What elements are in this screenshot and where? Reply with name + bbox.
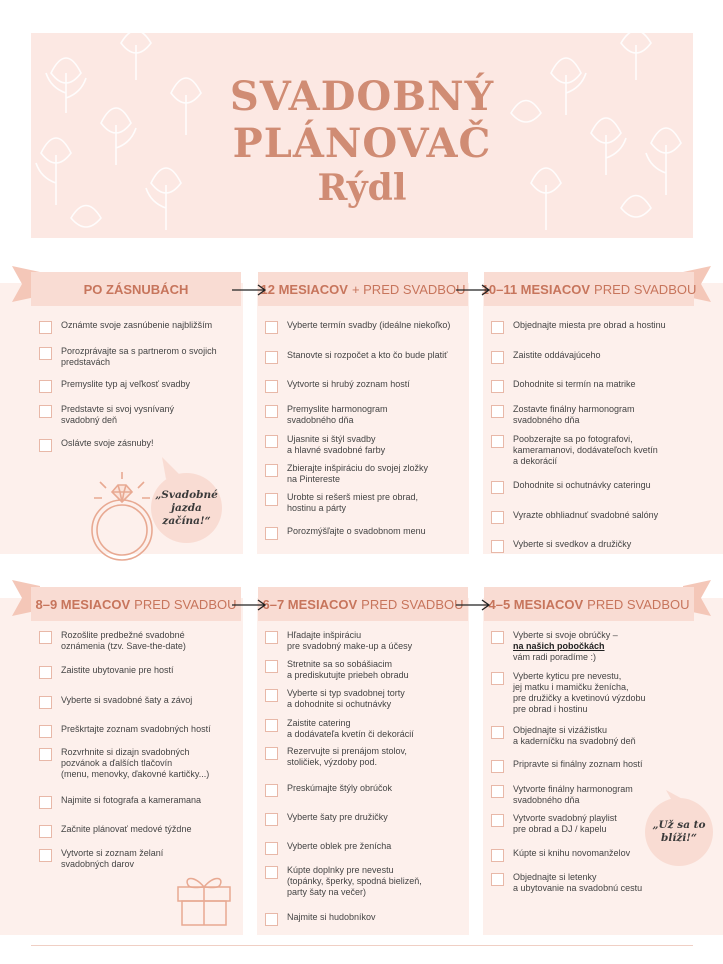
ribbon-column-6 (484, 587, 694, 621)
checkbox[interactable] (265, 631, 278, 644)
checkbox[interactable] (39, 321, 52, 334)
title-line-1: SVADOBNÝ (229, 73, 495, 120)
list-item[interactable]: Rezervujte si prenájom stolov, stoličiek, výzdoby pod. (265, 746, 467, 768)
list-item[interactable]: Vyberte oblek pre ženícha (265, 841, 467, 855)
list-item[interactable]: Ujasnite si štýl svadby a hlavné svadobné farby (265, 434, 467, 456)
list-item[interactable]: Objednajte miesta pre obrad a hostinu (491, 320, 693, 334)
checkbox[interactable] (265, 351, 278, 364)
list-item[interactable]: Kúpte si knihu novomanželov (491, 848, 693, 862)
ribbon-column-4-rest: PRED SVADBOU (134, 596, 237, 612)
list-item[interactable]: Zaistite ubytovanie pre hostí (39, 665, 241, 679)
checkbox[interactable] (265, 813, 278, 826)
list-item[interactable]: Premyslite harmonogram svadobného dňa (265, 404, 467, 426)
checkbox[interactable] (265, 464, 278, 477)
checkbox[interactable] (265, 527, 278, 540)
ribbon-column-2-rest: + PRED SVADBOU (351, 281, 466, 297)
ribbon-column-1-bold: PO ZÁSNUBÁCH (83, 281, 189, 297)
checkbox[interactable] (265, 719, 278, 732)
list-item[interactable]: Vytvorte si zoznam želaní svadobných darov (39, 848, 241, 870)
list-item[interactable]: Dohodnite si ochutnávky cateringu (491, 480, 693, 494)
list-item[interactable]: Preskúmajte štýly obrúčok (265, 783, 467, 797)
checkbox[interactable] (491, 672, 504, 685)
checkbox[interactable] (39, 631, 52, 644)
checkbox[interactable] (265, 913, 278, 926)
ribbon-column-5 (258, 587, 468, 621)
checkbox[interactable] (39, 725, 52, 738)
ribbon-column-2 (258, 272, 468, 306)
list-item[interactable]: Hľadajte inšpiráciu pre svadobný make-up a účesy (265, 630, 467, 652)
checkbox[interactable] (265, 842, 278, 855)
list-item[interactable]: Rozošlite predbežné svadobné oznámenia (tzv. Save-the-date) (39, 630, 241, 652)
checkbox[interactable] (491, 435, 504, 448)
branches-link[interactable]: na našich pobočkách (513, 641, 605, 651)
list-item[interactable]: Zbierajte inšpiráciu do svojej zložky na Pintereste (265, 463, 467, 485)
checkbox[interactable] (39, 666, 52, 679)
bubble-tail (158, 457, 180, 481)
list-item[interactable]: Najmite si hudobníkov (265, 912, 467, 926)
checkbox[interactable] (39, 347, 52, 360)
list-item[interactable]: Poobzerajte sa po fotografovi, kameramanovi, dodávateľoch kvetín a dekorácií (491, 434, 693, 467)
checkbox[interactable] (265, 493, 278, 506)
list-item[interactable]: Kúpte doplnky pre nevestu (topánky, šperky, spodná bielizeň, party šaty na večer) (265, 865, 467, 898)
checkbox[interactable] (265, 405, 278, 418)
ribbon-column-4 (31, 587, 241, 621)
list-item[interactable]: Vytvorte si hrubý zoznam hostí (265, 379, 467, 393)
list-item[interactable]: Stretnite sa so sobášiacim a prediskutujte priebeh obradu (265, 659, 467, 681)
ribbon-column-3 (481, 272, 697, 306)
checkbox[interactable] (39, 380, 52, 393)
checkbox[interactable] (265, 660, 278, 673)
list-item[interactable]: Začnite plánovať medové týždne (39, 824, 241, 838)
list-item[interactable]: Oslávte svoje zásnuby! (39, 438, 241, 452)
list-item[interactable]: Predstavte si svoj vysnívaný svadobný deň (39, 404, 241, 426)
ribbon-column-5-bold: 6–7 MESIACOV (262, 596, 358, 612)
checkbox[interactable] (39, 696, 52, 709)
list-item[interactable]: Zaistite catering a dodávateľa kvetín či dekorácií (265, 718, 467, 740)
list-item[interactable]: Objednajte si letenky a ubytovanie na svadobnú cestu (491, 872, 693, 894)
arrow-right-icon (232, 284, 268, 296)
ribbon-column-2-bold: 12 MESIACOV (260, 281, 348, 297)
ribbon-column-3-bold: 10–11 MESIACOV (481, 281, 591, 297)
ribbon-column-4-bold: 8–9 MESIACOV (35, 596, 131, 612)
list-item[interactable]: Vyberte termín svadby (ideálne niekoľko) (265, 320, 467, 334)
checkbox[interactable] (39, 796, 52, 809)
list-item[interactable]: Stanovte si rozpočet a kto čo bude platiť (265, 350, 467, 364)
ribbon-column-6-bold: 4–5 MESIACOV (488, 596, 584, 612)
list-item[interactable]: Vyberte si svoje obrúčky – na našich pobočkách vám radi poradíme :) (491, 630, 693, 663)
checkbox[interactable] (265, 747, 278, 760)
checkbox[interactable] (265, 380, 278, 393)
list-item[interactable]: Porozprávajte sa s partnerom o svojich predstavách (39, 346, 241, 368)
list-item[interactable]: Objednajte si vizážistku a kaderníčku na svadobný deň (491, 725, 693, 747)
arrow-right-icon (456, 284, 492, 296)
list-item[interactable]: Premyslite typ aj veľkosť svadby (39, 379, 241, 393)
list-item[interactable]: Dohodnite si termín na matrike (491, 379, 693, 393)
list-item[interactable]: Rozvrhnite si dizajn svadobných pozvánok a ďalších tlačovín (menu, menovky, ďakovné kartičky...) (39, 747, 241, 780)
list-item[interactable]: Vyberte kyticu pre nevestu, jej matku i mamičku ženícha, pre družičky a kvetinovú výzdobu pre obrad i hostinu (491, 671, 693, 715)
bubble-tail (666, 790, 688, 808)
ribbon-column-1 (31, 272, 241, 306)
list-item[interactable]: Porozmýšľajte o svadobnom menu (265, 526, 467, 540)
checkbox[interactable] (265, 784, 278, 797)
checkbox[interactable] (39, 405, 52, 418)
list-item[interactable]: Urobte si rešerš miest pre obrad, hostinu a párty (265, 492, 467, 514)
checkbox[interactable] (39, 439, 52, 452)
checkbox[interactable] (491, 351, 504, 364)
list-item[interactable]: Zaistite oddávajúceho (491, 350, 693, 364)
list-item[interactable]: Vyberte si typ svadobnej torty a dohodnite si ochutnávky (265, 688, 467, 710)
checkbox[interactable] (491, 785, 504, 798)
list-item[interactable]: Preškrtajte zoznam svadobných hostí (39, 724, 241, 738)
speech-bubble-start: „Svadobné jazda začína!“ (151, 473, 222, 543)
checkbox[interactable] (491, 873, 504, 886)
checkbox[interactable] (491, 380, 504, 393)
checkbox[interactable] (265, 689, 278, 702)
checkbox[interactable] (491, 726, 504, 739)
list-item[interactable]: Vyberte si svedkov a družičky (491, 539, 693, 553)
list-item[interactable]: Vyberte si svadobné šaty a závoj (39, 695, 241, 709)
checkbox[interactable] (491, 405, 504, 418)
checkbox[interactable] (265, 866, 278, 879)
checkbox[interactable] (491, 849, 504, 862)
brand-name: Rýdl (317, 167, 407, 209)
gift-icon (172, 865, 236, 927)
ribbon-column-3-rest: PRED SVADBOU (594, 281, 697, 297)
checkbox[interactable] (39, 825, 52, 838)
list-item[interactable]: Vytvorte svadobný playlist pre obrad a DJ / kapelu (491, 813, 693, 835)
checkbox[interactable] (491, 321, 504, 334)
ribbon-column-6-rest: PRED SVADBOU (587, 596, 690, 612)
checkbox[interactable] (491, 481, 504, 494)
checkbox[interactable] (491, 760, 504, 773)
list-item[interactable]: Najmite si fotografa a kameramana (39, 795, 241, 809)
checkbox[interactable] (491, 540, 504, 553)
list-item[interactable]: Zostavte finálny harmonogram svadobného dňa (491, 404, 693, 426)
arrow-right-icon (456, 599, 492, 611)
checkbox[interactable] (491, 631, 504, 644)
footer-divider (31, 945, 693, 946)
checkbox[interactable] (39, 849, 52, 862)
checkbox[interactable] (491, 814, 504, 827)
list-item[interactable]: Vyrazte obhliadnuť svadobné salóny (491, 510, 693, 524)
arrow-right-icon (232, 599, 268, 611)
list-item[interactable]: Vytvorte finálny harmonogram svadobného dňa (491, 784, 693, 806)
checkbox[interactable] (265, 435, 278, 448)
speech-bubble-closing: „Už sa to blíži!“ (645, 798, 713, 866)
title-line-2: PLÁNOVAČ (232, 120, 492, 167)
list-item[interactable]: Pripravte si finálny zoznam hostí (491, 759, 693, 773)
list-item[interactable]: Vyberte šaty pre družičky (265, 812, 467, 826)
list-item[interactable]: Oznámte svoje zasnúbenie najbližším (39, 320, 241, 334)
checkbox[interactable] (265, 321, 278, 334)
ribbon-column-5-rest: PRED SVADBOU (361, 596, 464, 612)
checkbox[interactable] (39, 748, 52, 761)
checkbox[interactable] (491, 511, 504, 524)
